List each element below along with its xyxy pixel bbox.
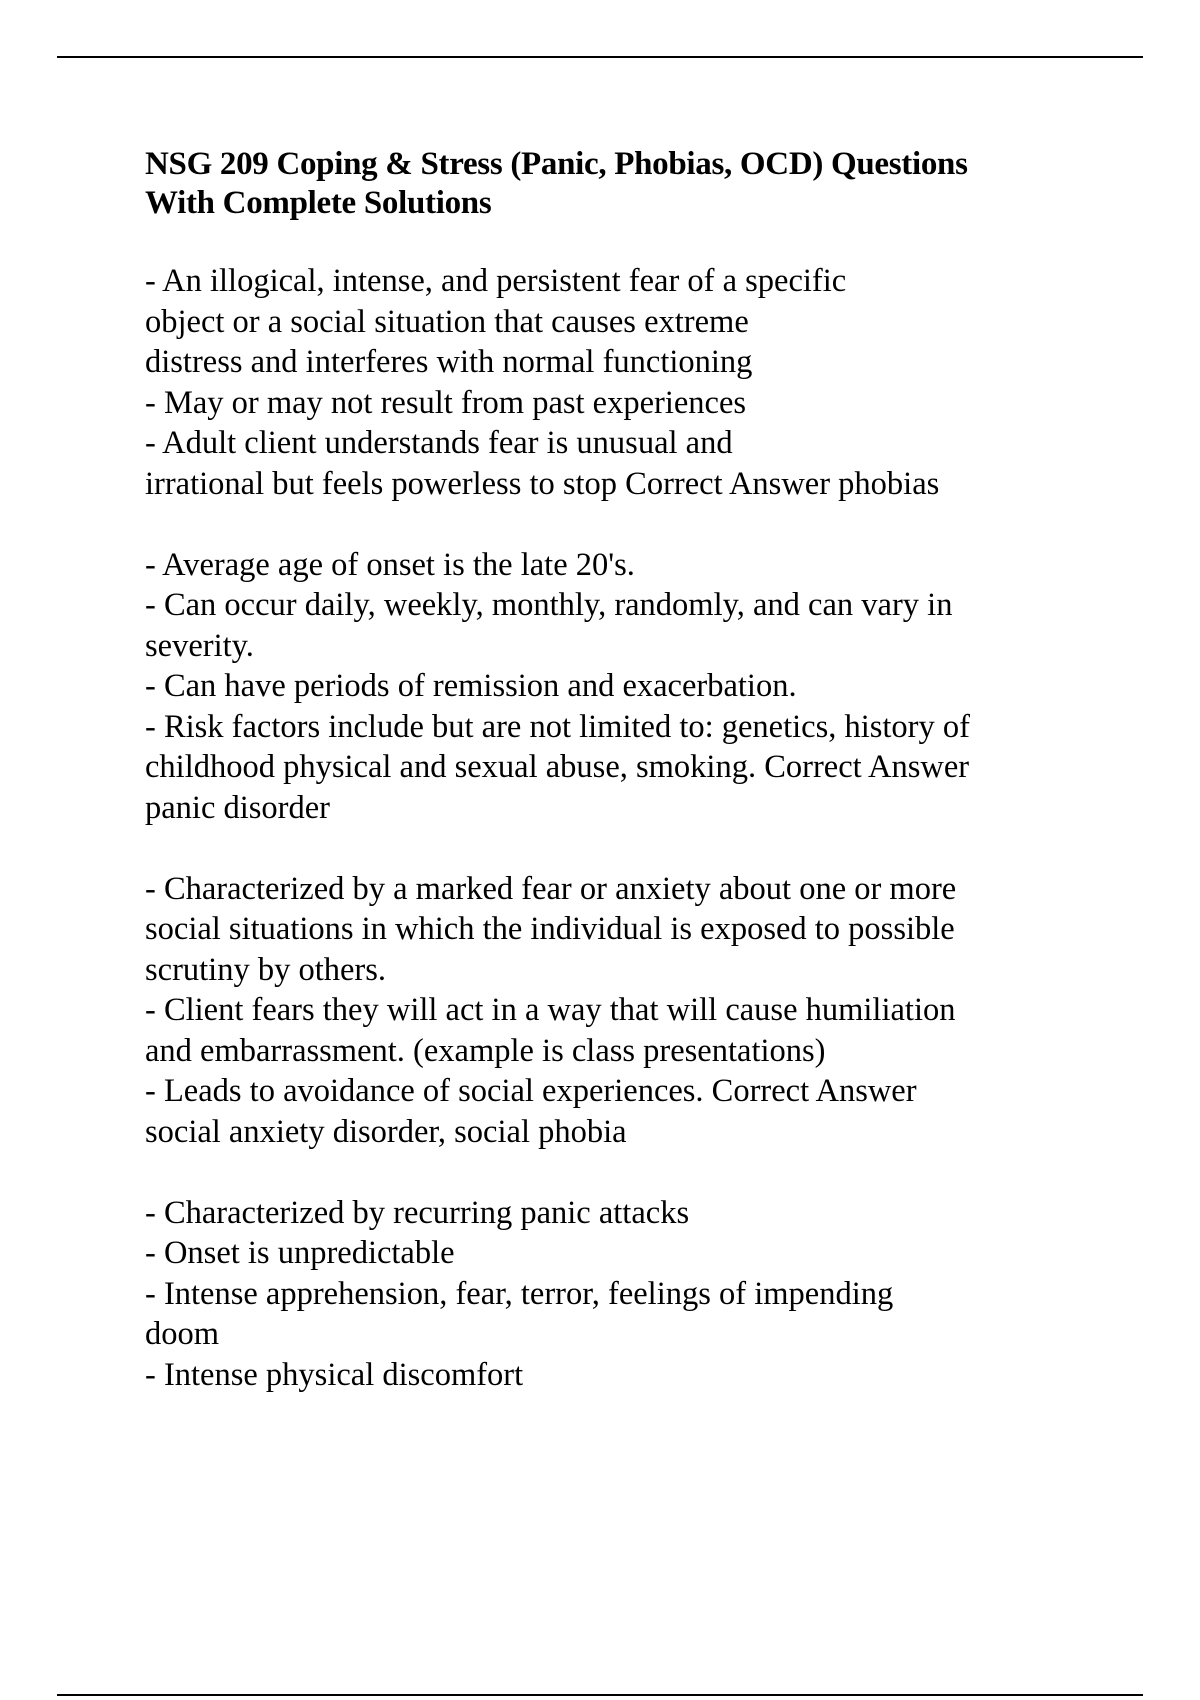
question-line: scrutiny by others. <box>145 951 387 988</box>
question-line: doom <box>145 1316 220 1352</box>
question-line: - May or may not result from past experiences <box>145 384 747 421</box>
question-line: irrational but feels powerless to stop Correct Answer phobias <box>145 465 940 502</box>
question-line: - Adult client understands fear is unusual and <box>145 425 733 461</box>
question-line: - Can have periods of remission and exacerbation. <box>145 668 797 704</box>
question-line: severity. <box>145 627 254 664</box>
bottom-divider <box>57 1694 1143 1696</box>
question-block-panic-attacks <box>145 1193 1155 1396</box>
document-title <box>145 145 1155 223</box>
title-line: With Complete Solutions <box>145 185 492 221</box>
question-block-social-anxiety <box>145 869 1155 1153</box>
question-line: social situations in which the individual is exposed to possible <box>145 911 955 947</box>
question-line: - Intense apprehension, fear, terror, feelings of impending <box>145 1275 894 1312</box>
question-line: distress and interferes with normal functioning <box>145 344 753 380</box>
question-line: - Can occur daily, weekly, monthly, randomly, and can vary in <box>145 587 953 623</box>
question-line: childhood physical and sexual abuse, smoking. Correct Answer <box>145 749 970 785</box>
question-line: - Risk factors include but are not limited to: genetics, history of <box>145 708 970 745</box>
question-line: - An illogical, intense, and persistent fear of a specific <box>145 263 847 299</box>
title-line: NSG 209 Coping & Stress (Panic, Phobias, OCD) Questions <box>145 146 968 182</box>
question-line: object or a social situation that causes extreme <box>145 303 749 340</box>
question-line: panic disorder <box>145 789 331 826</box>
question-line: social anxiety disorder, social phobia <box>145 1113 627 1150</box>
question-line: - Leads to avoidance of social experiences. Correct Answer <box>145 1073 917 1109</box>
question-block-phobias <box>145 261 1155 504</box>
question-line: - Characterized by a marked fear or anxiety about one or more <box>145 870 957 907</box>
question-line: and embarrassment. (example is class presentations) <box>145 1032 826 1069</box>
question-line: - Intense physical discomfort <box>145 1356 524 1393</box>
question-line: - Characterized by recurring panic attacks <box>145 1194 690 1231</box>
question-line: - Onset is unpredictable <box>145 1235 455 1271</box>
top-divider <box>57 56 1143 58</box>
document-body <box>145 145 1155 1436</box>
question-line: - Client fears they will act in a way that will cause humiliation <box>145 992 956 1028</box>
question-block-panic-disorder <box>145 545 1155 829</box>
question-line: - Average age of onset is the late 20's. <box>145 546 635 583</box>
